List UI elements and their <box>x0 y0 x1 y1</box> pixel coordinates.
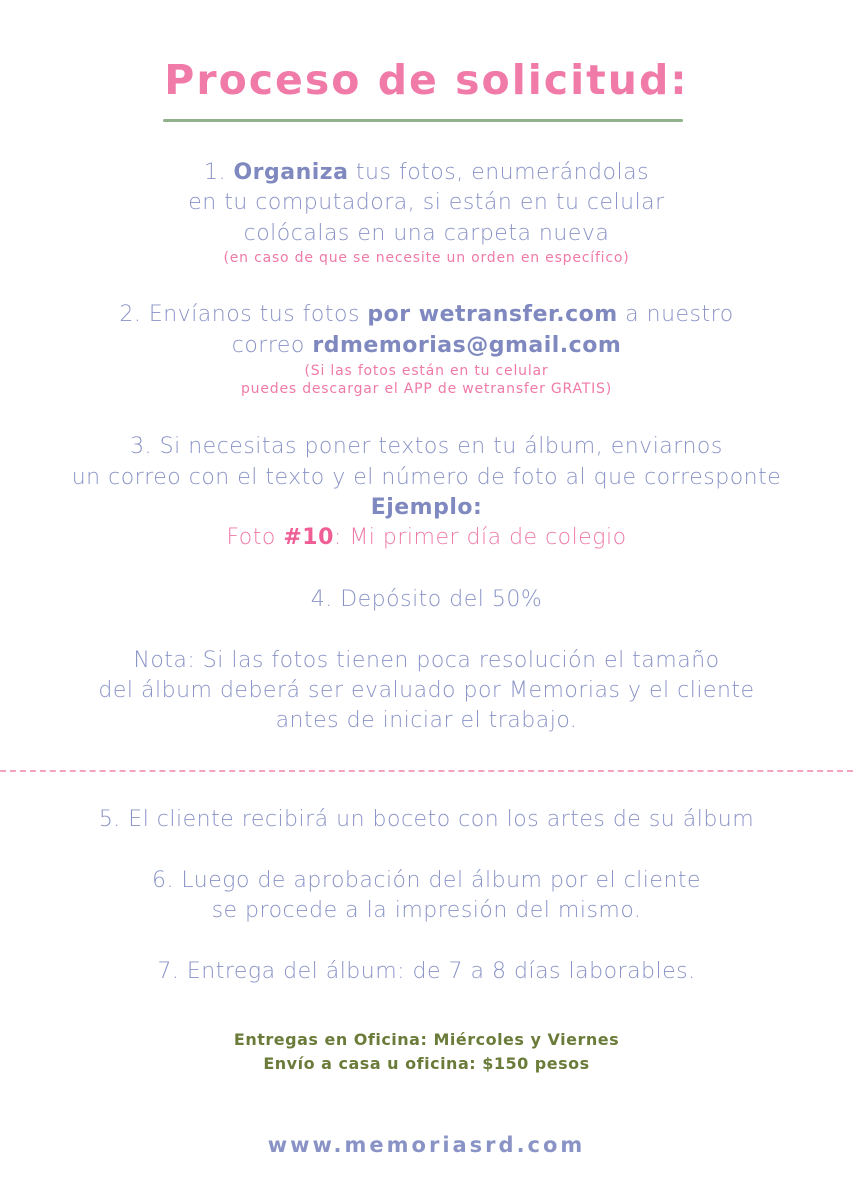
dashed-divider <box>0 770 853 772</box>
example-label: Ejemplo: <box>370 495 483 520</box>
step2-note2: puedes descargar el APP de wetransfer GRATIS) <box>240 381 612 397</box>
step2-line2 <box>0 331 853 361</box>
step2-email: rdmemorias@gmail.com <box>312 333 622 358</box>
step4: 4. Depósito del 50% <box>310 587 543 612</box>
step2-text-end: a nuestro <box>617 302 734 327</box>
step2-text: 2. Envíanos tus fotos <box>119 302 368 327</box>
step2-bold: por wetransfer.com <box>367 302 618 327</box>
note-line2: del álbum deberá ser evaluado por Memorias y el cliente <box>98 678 755 703</box>
step3-example <box>0 523 853 553</box>
step3-line1: 3. Si necesitas poner textos en tu álbum, enviarnos <box>130 434 723 459</box>
step6-line1: 6. Luego de aprobación del álbum por el cliente <box>151 868 702 893</box>
delivery-office: Entregas en Oficina: Miércoles y Viernes <box>233 1030 620 1049</box>
step3-line2: un correo con el texto y el número de foto al que corresponte <box>71 465 782 490</box>
step1-line1 <box>0 158 853 188</box>
step3-example-label <box>0 493 853 523</box>
step7: 7. Entrega del álbum: de 7 a 8 días laborables. <box>157 959 696 984</box>
step1-text: tus fotos, enumerándolas <box>348 160 650 185</box>
website-link[interactable]: www.memoriasrd.com <box>267 1133 586 1157</box>
title-underline <box>163 119 683 122</box>
step2-line1 <box>0 300 853 330</box>
delivery-home: Envío a casa u oficina: $150 pesos <box>263 1054 590 1073</box>
example-pre: Foto <box>226 525 284 550</box>
note-line3: antes de iniciar el trabajo. <box>275 708 578 733</box>
page-title: Proceso de solicitud: <box>164 56 689 104</box>
example-text: : Mi primer día de colegio <box>333 525 627 550</box>
step2-email-label: correo <box>231 333 313 358</box>
step1-number: 1. <box>203 160 234 185</box>
step5: 5. El cliente recibirá un boceto con los artes de su álbum <box>98 807 755 832</box>
step1-line3: colócalas en una carpeta nueva <box>243 221 610 246</box>
step1-line2: en tu computadora, si están en tu celular <box>188 190 665 215</box>
note-line1: Nota: Si las fotos tienen poca resolución el tamaño <box>133 648 720 673</box>
step1-note: (en caso de que se necesite un orden en específico) <box>223 250 630 266</box>
step6-line2: se procede a la impresión del mismo. <box>211 898 642 923</box>
step1-bold: Organiza <box>233 160 349 185</box>
example-number: #10 <box>283 525 334 550</box>
step2-note1: (Si las fotos están en tu celular <box>304 363 549 379</box>
